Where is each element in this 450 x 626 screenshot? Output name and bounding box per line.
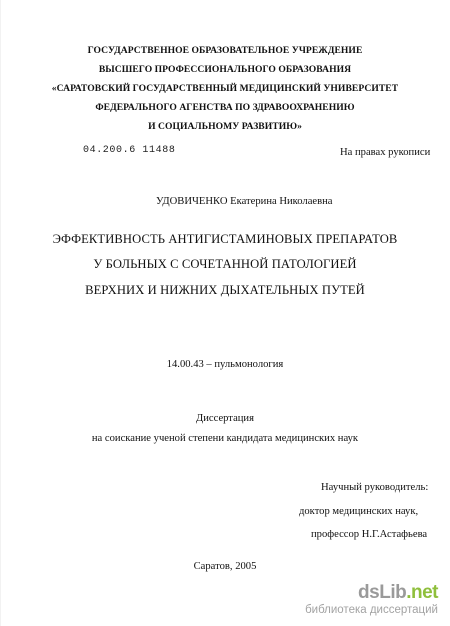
archive-stamp-code: 04.200.6 11488 — [83, 145, 176, 156]
dslib-subtitle: библиотека диссертаций — [305, 604, 438, 616]
dslib-logo-main: dsLib — [358, 582, 407, 603]
thesis-title-line-1: ЭФФЕКТИВНОСТЬ АНТИГИСТАМИНОВЫХ ПРЕПАРАТОВ — [52, 232, 398, 246]
supervisor-label: Научный руководитель: — [321, 482, 429, 493]
dslib-logo — [305, 583, 438, 603]
specialty-code: 14.00.43 – пульмонология — [166, 359, 284, 370]
institution-line-4: ФЕДЕРАЛЬНОГО АГЕНСТВА ПО ЗДРАВООХРАНЕНИЮ — [95, 102, 355, 113]
author-name: УДОВИЧЕНКО Екатерина Николаевна — [156, 196, 333, 207]
thesis-title-line-3: ВЕРХНИХ И НИЖНИХ ДЫХАТЕЛЬНЫХ ПУТЕЙ — [85, 283, 365, 297]
dslib-watermark — [305, 583, 438, 617]
degree-sought: на соискание ученой степени кандидата медицинских наук — [91, 433, 359, 444]
place-and-year: Саратов, 2005 — [193, 561, 257, 572]
institution-line-2: ВЫСШЕГО ПРОФЕССИОНАЛЬНОГО ОБРАЗОВАНИЯ — [98, 64, 352, 75]
supervisor-degree: доктор медицинских наук, — [299, 506, 419, 517]
dslib-logo-tld: .net — [406, 582, 438, 603]
institution-line-1: ГОСУДАРСТВЕННОЕ ОБРАЗОВАТЕЛЬНОЕ УЧРЕЖДЕНИЕ — [87, 45, 363, 56]
institution-line-5: И СОЦИАЛЬНОМУ РАЗВИТИЮ» — [148, 121, 302, 132]
thesis-title-line-2: У БОЛЬНЫХ С СОЧЕТАННОЙ ПАТОЛОГИЕЙ — [93, 257, 357, 271]
work-type: Диссертация — [196, 413, 254, 424]
institution-line-3: «САРАТОВСКИЙ ГОСУДАРСТВЕННЫЙ МЕДИЦИНСКИЙ УНИВЕРСИТЕТ — [51, 83, 399, 94]
supervisor-name: профессор Н.Г.Астафьева — [311, 529, 428, 540]
rights-note: На правах рукописи — [340, 147, 431, 158]
